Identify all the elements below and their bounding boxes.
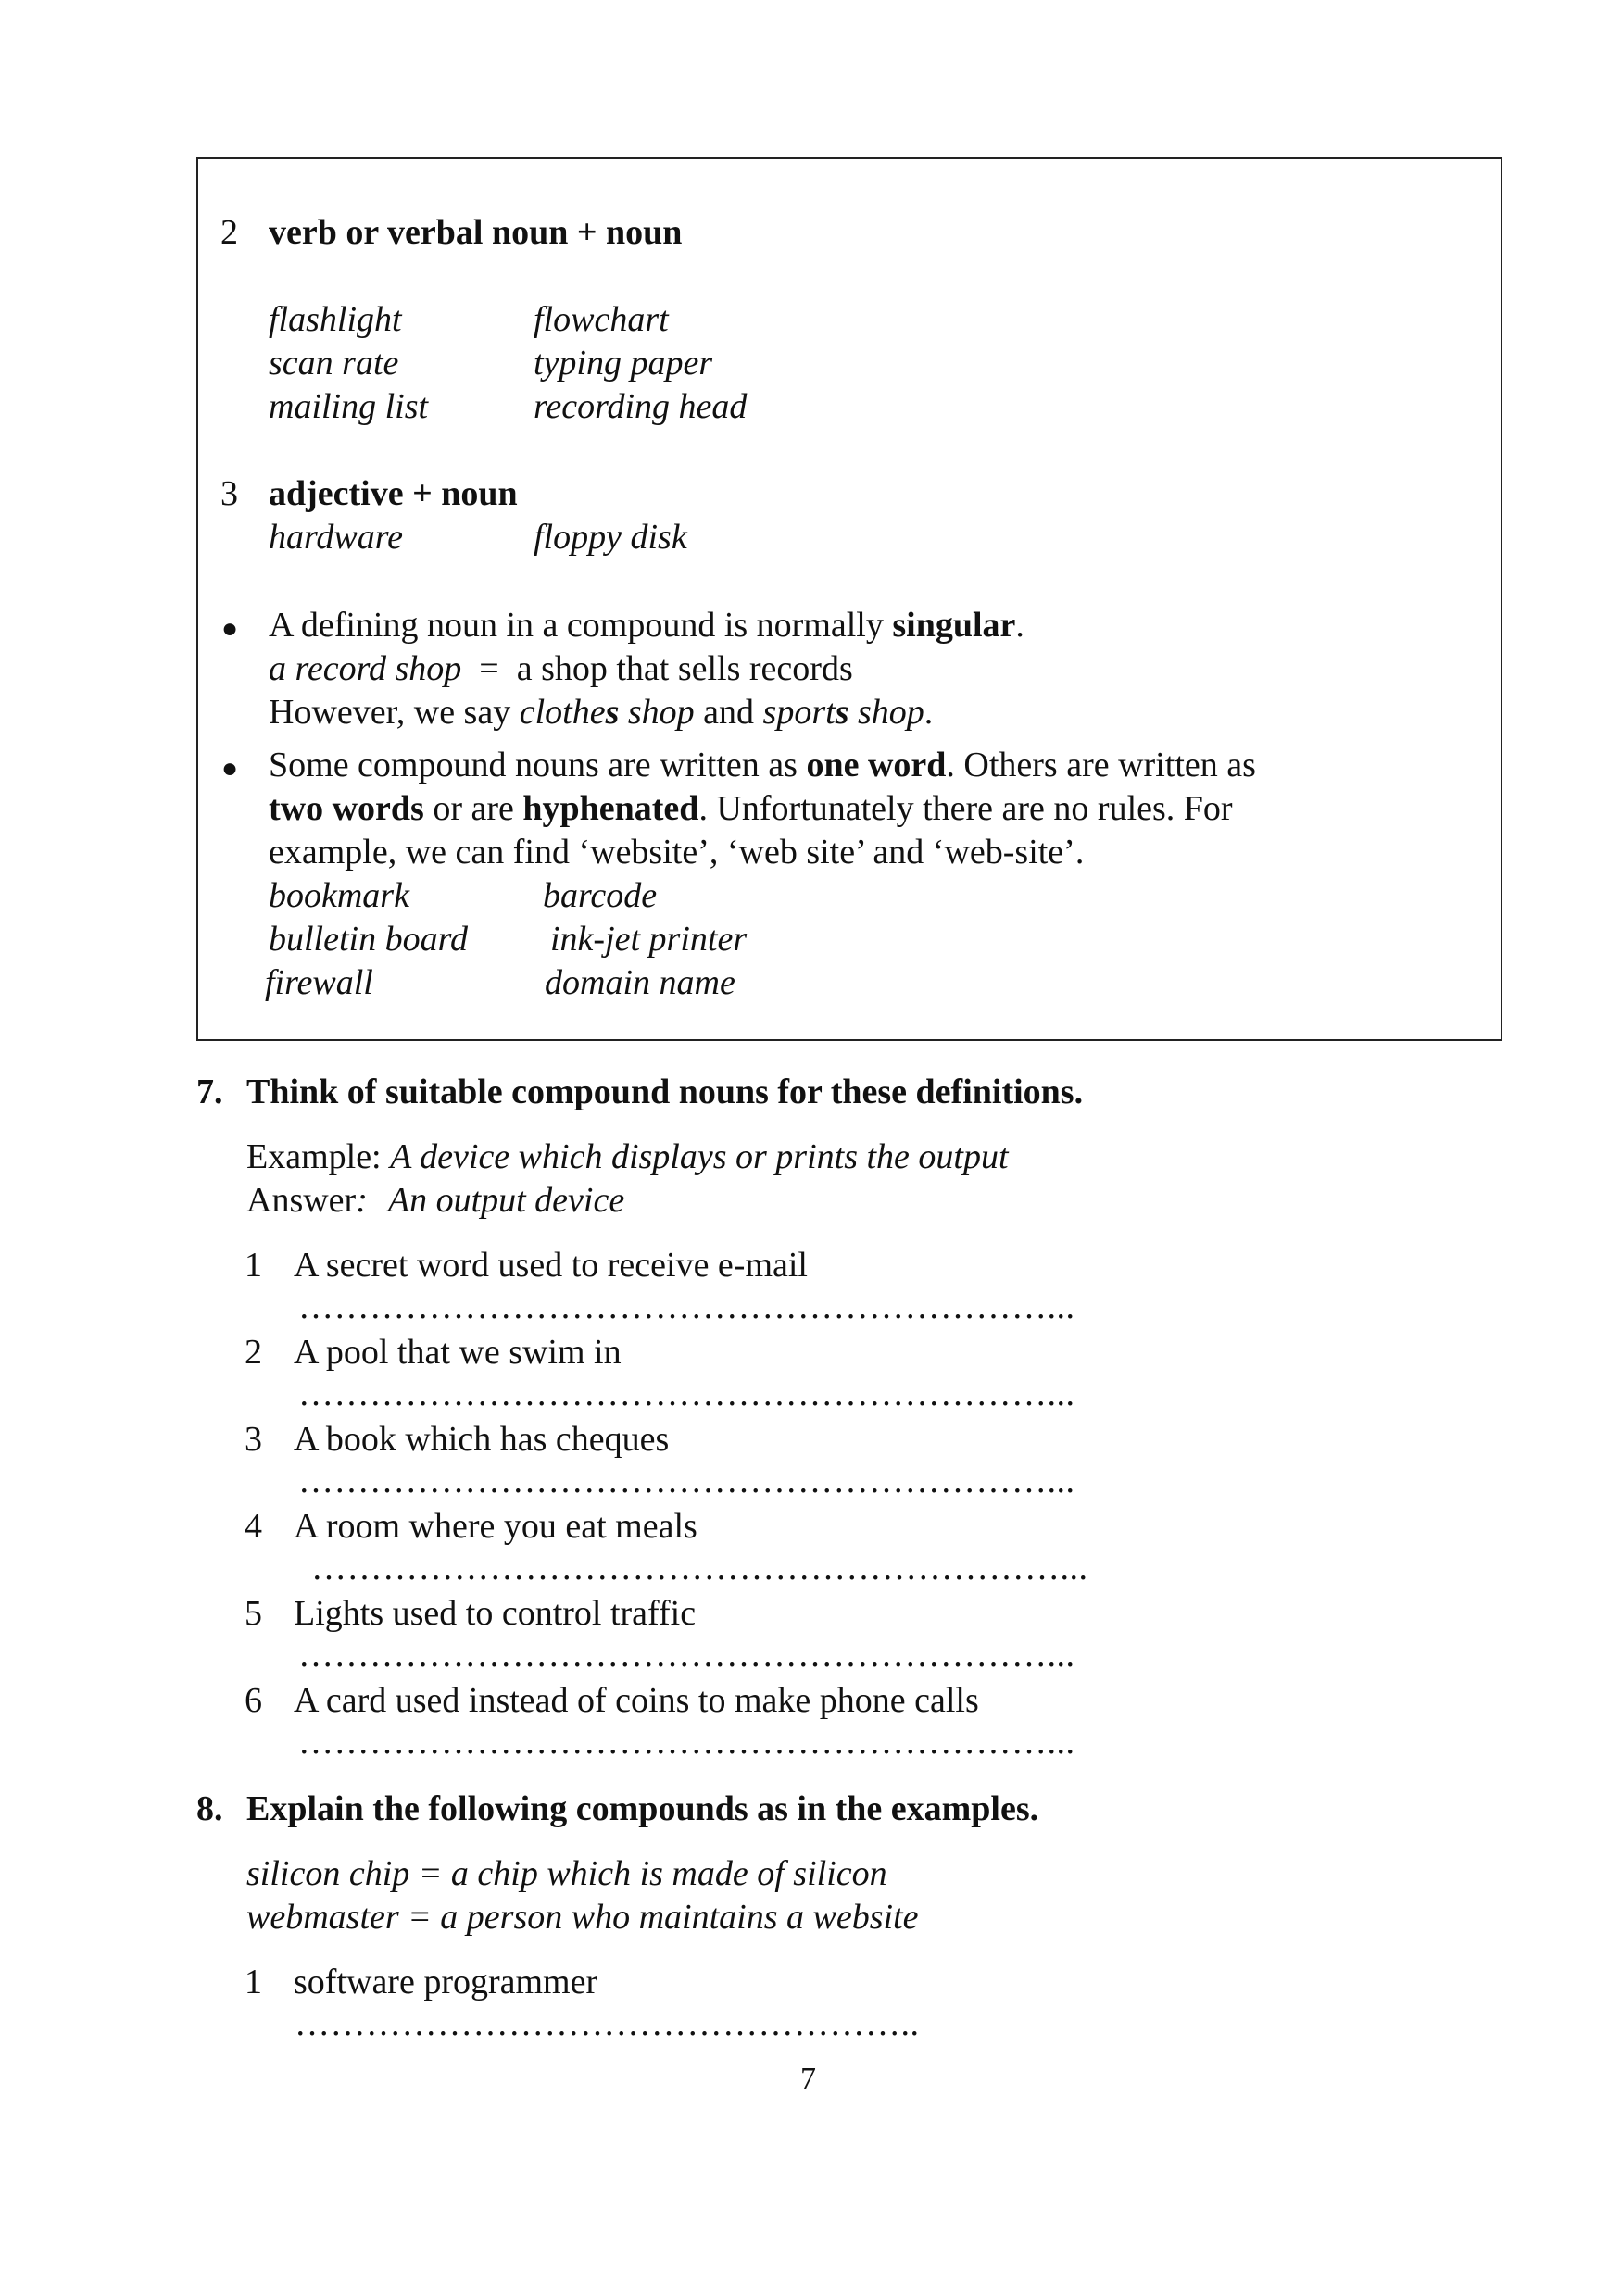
example-word: bulletin board [269, 920, 468, 959]
question-number: 7. [196, 1073, 223, 1111]
example-word: recording head [534, 387, 748, 426]
question-title: Explain the following compounds as in the examples. [246, 1789, 1039, 1828]
answer-line: Answer: An output device [246, 1181, 625, 1220]
bullet-text: two words or are hyphenated. Unfortunately there are no rules. For [269, 789, 1233, 828]
bullet-dot-icon: ● [221, 753, 239, 784]
page-number: 7 [800, 2062, 816, 2096]
item-number: 2 [245, 1333, 262, 1372]
bullet-text: Some compound nouns are written as one word. Others are written as [269, 746, 1256, 784]
item-text: A room where you eat meals [294, 1507, 697, 1546]
question-title: Think of suitable compound nouns for these definitions. [246, 1073, 1084, 1111]
example-word: flowchart [534, 300, 669, 339]
answer-blank[interactable]: …………………………………………….. [295, 2004, 920, 2043]
answer-blank[interactable]: ………………………………………………………... [298, 1287, 1075, 1326]
section-heading: verb or verbal noun + noun [269, 213, 683, 252]
item-number: 1 [245, 1246, 262, 1285]
item-text: Lights used to control traffic [294, 1594, 697, 1633]
item-text: A book which has cheques [294, 1420, 670, 1459]
example-line: webmaster = a person who maintains a website [246, 1898, 919, 1937]
item-number: 4 [245, 1507, 262, 1546]
example-word: hardware [269, 518, 403, 557]
bullet-example: a record shop = a shop that sells records [269, 649, 853, 688]
example-word: bookmark [269, 876, 409, 915]
question-number: 8. [196, 1789, 223, 1828]
answer-blank[interactable]: ………………………………………………………... [311, 1549, 1088, 1587]
answer-blank[interactable]: ………………………………………………………... [298, 1723, 1075, 1762]
bullet-text: However, we say clothes shop and sports shop. [269, 693, 934, 732]
item-number: 6 [245, 1681, 262, 1720]
item-number: 3 [245, 1420, 262, 1459]
bullet-text: example, we can find ‘website’, ‘web site’ and ‘web-site’. [269, 833, 1085, 872]
item-text: A secret word used to receive e-mail [294, 1246, 808, 1285]
item-text: A card used instead of coins to make phone calls [294, 1681, 979, 1720]
example-word: scan rate [269, 344, 399, 383]
example-word: typing paper [534, 344, 713, 383]
bullet-dot-icon: ● [221, 613, 239, 644]
item-text: A pool that we swim in [294, 1333, 622, 1372]
section-number: 3 [220, 474, 238, 513]
example-word: domain name [545, 963, 735, 1002]
example-word: ink-jet printer [550, 920, 748, 959]
example-word: mailing list [269, 387, 429, 426]
item-number: 5 [245, 1594, 262, 1633]
section-heading: adjective + noun [269, 474, 518, 513]
example-line: Example: A device which displays or prints the output [246, 1137, 1009, 1176]
answer-blank[interactable]: ………………………………………………………... [298, 1462, 1075, 1500]
example-word: flashlight [269, 300, 402, 339]
item-number: 1 [245, 1963, 262, 2001]
example-word: floppy disk [534, 518, 687, 557]
example-line: silicon chip = a chip which is made of silicon [246, 1854, 887, 1893]
section-number: 2 [220, 213, 238, 252]
answer-blank[interactable]: ………………………………………………………... [298, 1636, 1075, 1675]
answer-blank[interactable]: ………………………………………………………... [298, 1374, 1075, 1413]
item-text: software programmer [294, 1963, 598, 2001]
example-word: firewall [265, 963, 373, 1002]
example-word: barcode [543, 876, 658, 915]
bullet-text: A defining noun in a compound is normally singular. [269, 606, 1024, 645]
